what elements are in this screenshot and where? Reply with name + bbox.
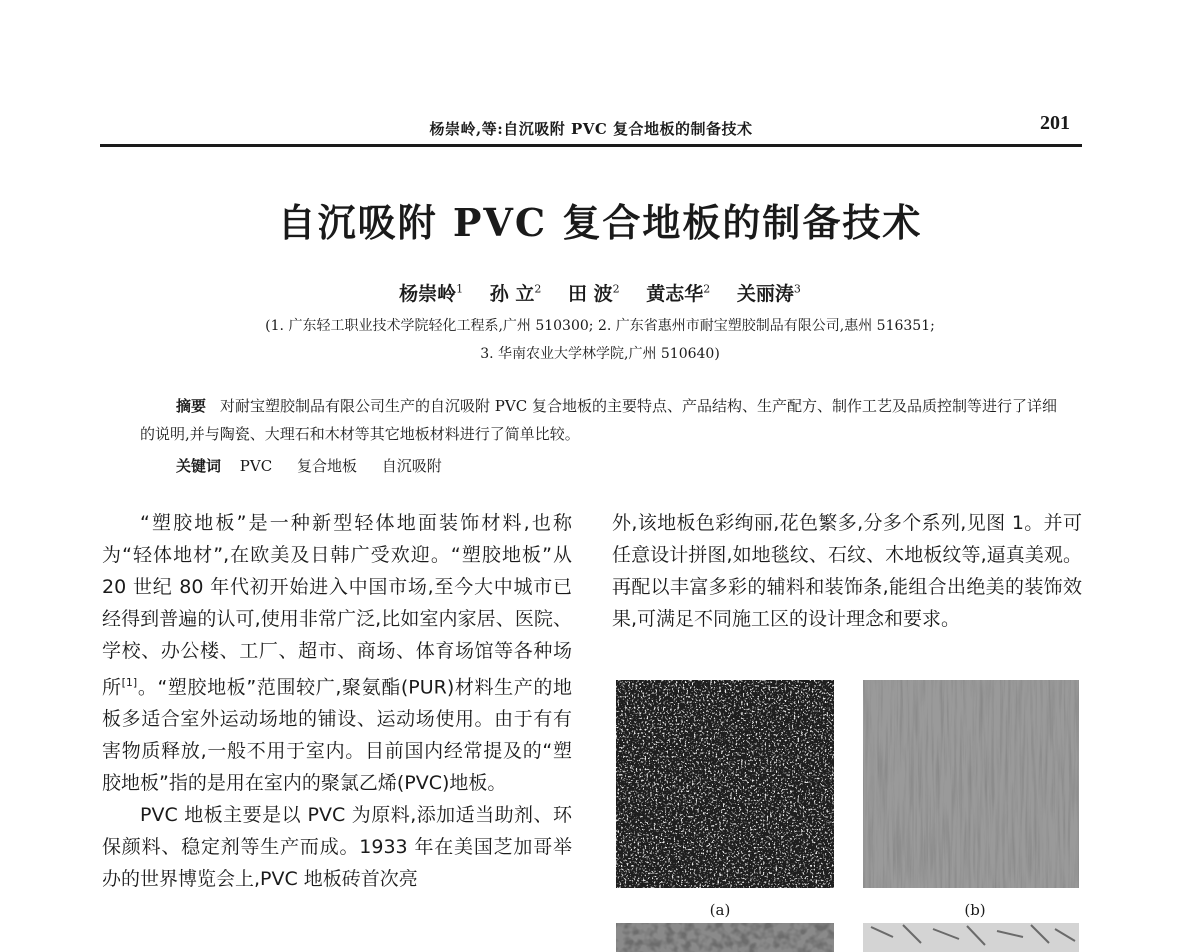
paragraph [102,507,572,799]
article-title: 自沉吸附 PVC 复合地板的制备技术 [277,200,923,245]
citation-ref[interactable]: [1] [121,676,138,689]
abstract-text: 对耐宝塑胶制品有限公司生产的自沉吸附 PVC 复合地板的主要特点、产品结构、生产配方、制作工艺及品质控制等进行了详细的说明,并与陶瓷、大理石和木材等其它地板材料进行了简单比较。 [140,397,1057,443]
author-affil-marker: 1 [456,282,464,296]
running-header [100,112,1082,142]
author-name: 田 波 [567,283,613,305]
author-affil-marker: 2 [703,282,711,296]
affiliation-line-1: (1. 广东轻工职业技术学院轻化工程系,广州 510300; 2. 广东省惠州市耐宝塑胶制品有限公司,惠州 516351; [265,318,935,334]
paragraph: 外,该地板色彩绚丽,花色繁多,分多个系列,见图 1。并可任意设计拼图,如地毯纹、石纹、木地板纹等,逼真美观。再配以丰富多彩的辅料和装饰条,能组合出绝美的装饰效果,可满足不同施工区的设计理念和要求。 [612,512,1082,630]
author-name: 关丽涛 [736,283,794,305]
body-right-column [612,507,1082,635]
author [399,283,463,305]
author-name: 孙 立 [489,283,535,305]
figure-caption-b: (b) [964,901,986,919]
author-name: 杨崇岭 [399,283,457,305]
author [490,283,542,305]
author-affil-marker: 2 [534,282,542,296]
author [737,283,801,305]
abstract [140,392,1060,448]
running-title: 杨崇岭,等:自沉吸附 PVC 复合地板的制备技术 [429,120,753,138]
page-number: 201 [1040,112,1070,134]
author [568,283,620,305]
keywords-label: 关键词 [176,457,222,475]
figure-photo-d [863,923,1079,952]
author-affil-marker: 3 [793,282,801,296]
paragraph-text: 。“塑胶地板”范围较广,聚氨酯(PUR)材料生产的地板多适合室外运动场地的铺设、运动场使用。由于有有害物质释放,一般不用于室内。目前国内经常提及的“塑胶地板”指的是用在室内的聚氯乙烯(PVC)地板。 [102,676,572,795]
header-rule [100,144,1082,147]
keyword: 复合地板 [296,457,357,475]
figure-caption-a: (a) [709,901,731,919]
author [646,283,710,305]
author-name: 黄志华 [646,283,704,305]
figure-photo-a [616,680,834,888]
paragraph: PVC 地板主要是以 PVC 为原料,添加适当助剂、环保颜料、稳定剂等生产而成。1933 年在美国芝加哥举办的世界博览会上,PVC 地板砖首次亮 [102,804,572,891]
body-left-column [102,507,572,895]
abstract-label: 摘要 [176,397,207,415]
affiliation-line-2: 3. 华南农业大学林学院,广州 510640) [480,346,720,362]
author-affil-marker: 2 [612,282,620,296]
paragraph-text: “塑胶地板”是一种新型轻体地面装饰材料,也称为“轻体地材”,在欧美及日韩广受欢迎。“塑胶地板”从 20 世纪 80 年代初开始进入中国市场,至今大中城市已经得到普遍的认可,使用非常广泛,比如室内家居、医院、学校、办公楼、工厂、超市、商场、体育场馆等各种场所 [102,512,572,699]
keyword: PVC [239,457,273,475]
figure-photo-b [863,680,1079,888]
keywords [176,455,462,476]
figure-photo-c [616,923,834,952]
keyword: 自沉吸附 [381,457,442,475]
author-list [0,279,1200,306]
